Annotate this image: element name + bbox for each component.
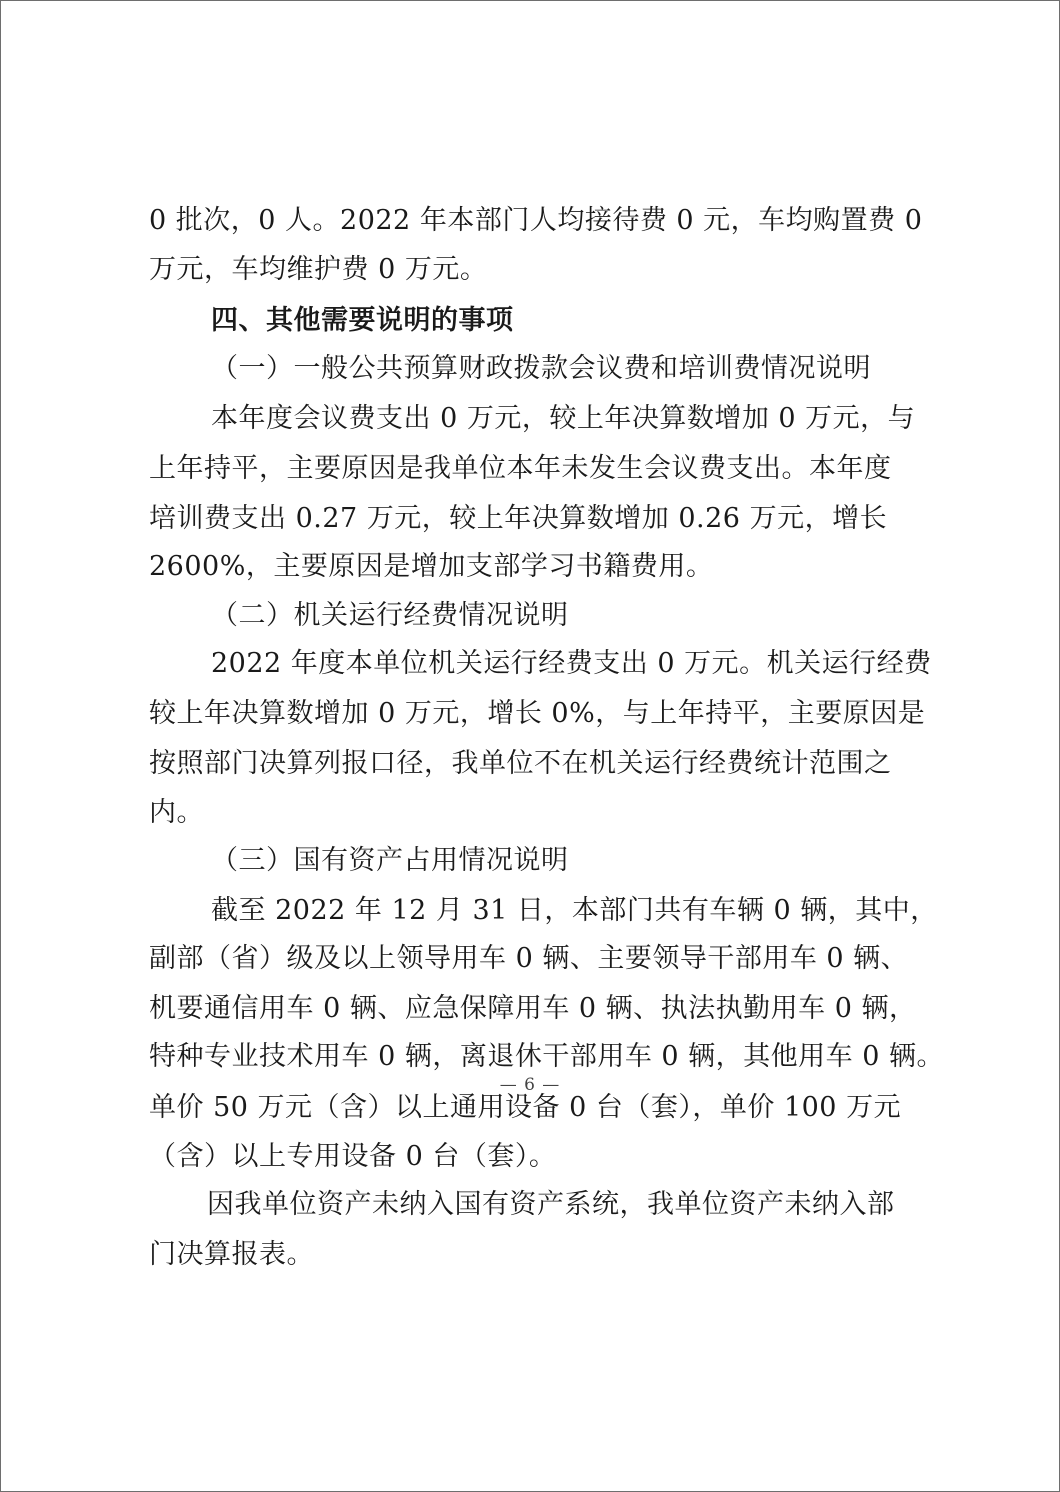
- body-text-line: 2600%，主要原因是增加支部学习书籍费用。: [149, 551, 714, 582]
- body-text-line: 上年持平，主要原因是我单位本年未发生会议费支出。本年度: [149, 453, 892, 484]
- body-text-line: 单价 50 万元（含）以上通用设备 0 台（套），单价 100 万元: [149, 1092, 902, 1123]
- subsection-heading: （二）机关运行经费情况说明: [211, 600, 569, 631]
- body-text-line: 培训费支出 0.27 万元，较上年决算数增加 0.26 万元，增长: [149, 503, 888, 534]
- body-text-line: 万元，车均维护费 0 万元。: [149, 254, 488, 285]
- body-text-line: 截至 2022 年 12 月 31 日，本部门共有车辆 0 辆，其中，: [211, 895, 938, 926]
- section-heading: 四、其他需要说明的事项: [211, 305, 514, 336]
- subsection-heading: （一）一般公共预算财政拨款会议费和培训费情况说明: [211, 353, 871, 384]
- body-text-line: 按照部门决算列报口径，我单位不在机关运行经费统计范围之: [149, 748, 892, 779]
- body-text-line: 内。: [149, 797, 204, 828]
- body-text-line: 因我单位资产未纳入国有资产系统，我单位资产未纳入部: [207, 1189, 895, 1220]
- body-text-line: 较上年决算数增加 0 万元，增长 0%，与上年持平，主要原因是: [149, 698, 926, 729]
- body-text-line: 门决算报表。: [149, 1239, 314, 1270]
- body-text-line: 特种专业技术用车 0 辆，离退休干部用车 0 辆，其他用车 0 辆。: [149, 1041, 945, 1072]
- body-text-line: 2022 年度本单位机关运行经费支出 0 万元。机关运行经费: [211, 648, 932, 679]
- subsection-heading: （三）国有资产占用情况说明: [211, 845, 569, 876]
- body-text-line: 0 批次，0 人。2022 年本部门人均接待费 0 元，车均购置费 0: [149, 205, 923, 236]
- body-text-line: （含）以上专用设备 0 台（套）。: [149, 1141, 557, 1172]
- body-text-line: 本年度会议费支出 0 万元，较上年决算数增加 0 万元，与: [211, 403, 916, 434]
- body-text-line: 机要通信用车 0 辆、应急保障用车 0 辆、执法执勤用车 0 辆，: [149, 993, 917, 1024]
- page-number: — 6 —: [499, 1075, 561, 1095]
- body-text-line: 副部（省）级及以上领导用车 0 辆、主要领导干部用车 0 辆、: [149, 943, 909, 974]
